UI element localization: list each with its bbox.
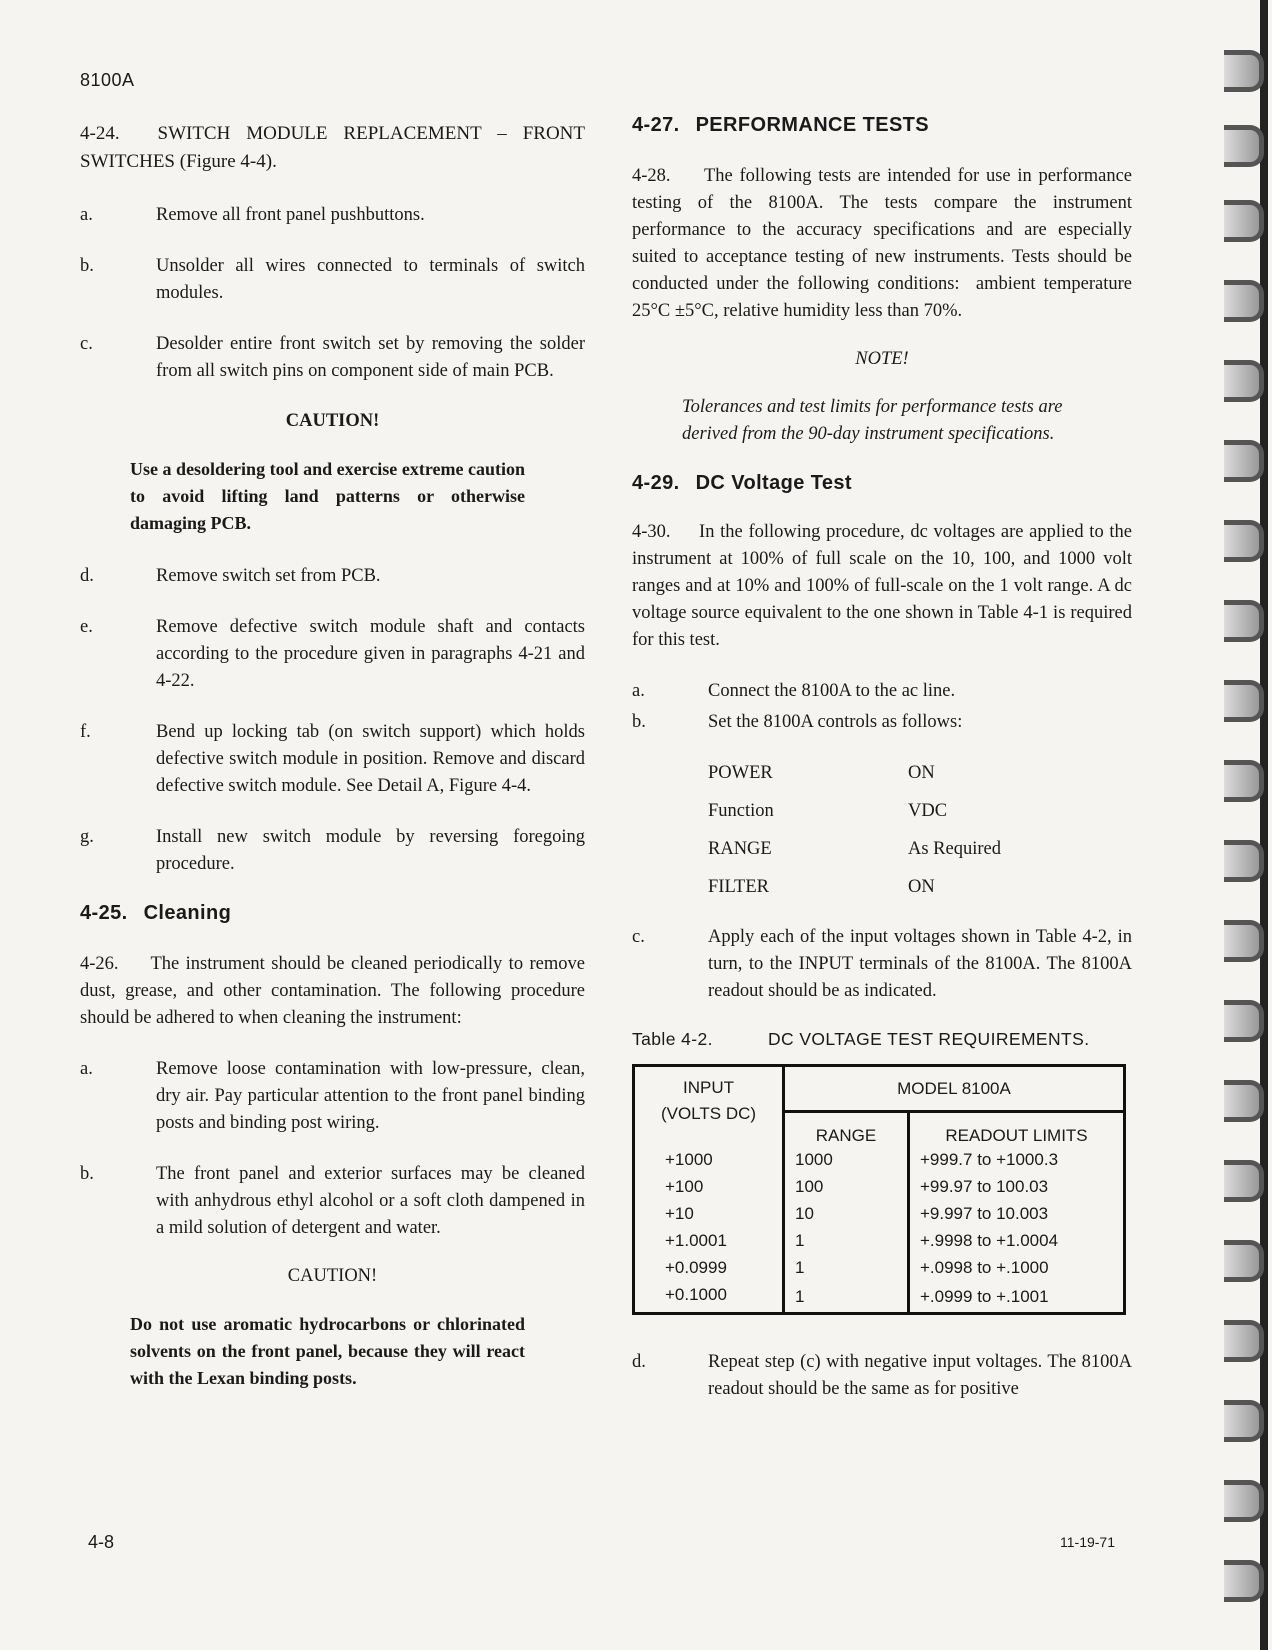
step-letter: d. — [80, 566, 94, 586]
cell-input: +10 — [665, 1203, 694, 1223]
table-caption — [632, 1029, 1132, 1050]
step-letter: b. — [80, 256, 94, 276]
cell-readout: +.0999 to +.1001 — [909, 1281, 1125, 1314]
control-value: VDC — [908, 801, 948, 821]
section-number: 4-27. — [632, 114, 680, 136]
coil-ring — [1224, 1000, 1264, 1042]
control-name: RANGE — [708, 839, 772, 859]
coil-ring — [1224, 760, 1264, 802]
step-list-a-c — [80, 202, 585, 385]
control-value: ON — [908, 763, 935, 783]
list-item — [80, 253, 585, 307]
control-name: FILTER — [708, 877, 769, 897]
coil-ring — [1224, 1160, 1264, 1202]
cleaning-steps — [80, 1056, 585, 1242]
cell-range: 1 — [784, 1254, 909, 1281]
cell-range: 1 — [784, 1281, 909, 1314]
list-item — [80, 719, 585, 800]
list-item — [80, 614, 585, 695]
step-letter: g. — [80, 827, 94, 847]
table-row — [634, 1281, 1125, 1314]
cell-readout: +.0998 to +.1000 — [909, 1254, 1125, 1281]
table-number: Table 4-2. — [632, 1029, 713, 1049]
coil-ring — [1224, 520, 1264, 562]
step-letter: b. — [80, 1164, 94, 1184]
step-letter: d. — [632, 1351, 646, 1372]
table-title: DC VOLTAGE TEST REQUIREMENTS. — [768, 1029, 1090, 1049]
list-item — [632, 709, 1132, 736]
section-number: 4-29. — [632, 472, 680, 494]
coil-ring — [1224, 360, 1264, 402]
step-text: Connect the 8100A to the ac line. — [708, 681, 956, 701]
page-number: 4-8 — [88, 1532, 115, 1552]
cell-range: 1000 — [784, 1146, 909, 1173]
header-input-line2: (VOLTS DC) — [660, 1104, 757, 1123]
step-text: Remove loose contamination with low-pressure, clean, dry air. Pay particular attention to the front panel binding posts and binding post wiring. — [156, 1059, 585, 1133]
list-item — [80, 202, 585, 229]
step-letter: a. — [80, 205, 93, 225]
section-title: Cleaning — [143, 902, 232, 924]
section-4-25-heading — [80, 902, 585, 925]
control-value: ON — [908, 877, 935, 897]
binding-spiral — [1216, 0, 1272, 1650]
cell-readout: +99.97 to 100.03 — [909, 1173, 1125, 1200]
list-item — [632, 924, 1132, 1005]
coil-ring — [1224, 1080, 1264, 1122]
section-title: SWITCH MODULE REPLACEMENT – FRONT SWITCHES (Figure 4-4). — [80, 123, 585, 172]
coil-ring — [1224, 1400, 1264, 1442]
step-text: Apply each of the input voltages shown in Table 4-2, in turn, to the INPUT terminals of the 8100A. The 8100A readout should be as indicated. — [708, 927, 1132, 1001]
step-letter: e. — [80, 617, 93, 637]
step-letter: a. — [632, 681, 645, 701]
table-row — [634, 1227, 1125, 1254]
step-text: Remove defective switch module shaft and contacts according to the procedure given in paragraphs 4-21 and 4-22. — [156, 617, 585, 691]
step-list-d-g — [80, 563, 585, 878]
header-input-line1: INPUT — [683, 1078, 734, 1097]
list-item — [80, 331, 585, 385]
header-input — [634, 1066, 784, 1146]
section-title: DC Voltage Test — [695, 472, 852, 494]
section-number: 4-25. — [80, 902, 128, 924]
table-row — [634, 1146, 1125, 1173]
section-4-24-heading — [80, 120, 585, 176]
step-letter: f. — [80, 722, 91, 742]
dc-voltage-table — [632, 1064, 1126, 1315]
section-number: 4-24. — [80, 123, 120, 144]
list-item — [632, 1349, 1132, 1403]
step-letter: c. — [632, 927, 645, 947]
step-letter: b. — [632, 712, 646, 732]
paragraph-4-28: 4-28. The following tests are intended for use in performance testing of the 8100A. The tests compare the instrument performance to the accuracy specifications and are especially suited to acceptance testing of new instruments. Tests should be conducted under the following conditions: ambient temperature 25°C ±5°C, relative humidity less than 70%. — [632, 166, 1137, 321]
cell-range: 100 — [784, 1173, 909, 1200]
step-text: Set the 8100A controls as follows: — [708, 712, 963, 732]
cell-input: +1.0001 — [665, 1230, 727, 1250]
coil-ring — [1224, 50, 1264, 92]
coil-ring — [1224, 840, 1264, 882]
header-readout: READOUT LIMITS — [909, 1112, 1125, 1146]
coil-ring — [1224, 125, 1264, 167]
controls-list — [632, 760, 1132, 900]
section-title: PERFORMANCE TESTS — [695, 114, 930, 136]
model-header: 8100A — [80, 70, 135, 90]
control-value: As Required — [908, 839, 1001, 859]
table-row — [634, 1200, 1125, 1227]
cell-range: 1 — [784, 1227, 909, 1254]
control-name: Function — [708, 801, 774, 821]
binding-edge — [1260, 0, 1268, 1650]
step-letter: a. — [80, 1059, 93, 1079]
table-row — [634, 1173, 1125, 1200]
cell-range: 10 — [784, 1200, 909, 1227]
coil-ring — [1224, 600, 1264, 642]
cell-readout: +.9998 to +1.0004 — [909, 1227, 1125, 1254]
coil-ring — [1224, 440, 1264, 482]
list-item — [80, 824, 585, 878]
caution-heading: CAUTION! — [287, 1266, 378, 1286]
paragraph-4-30: 4-30. In the following procedure, dc voltages are applied to the instrument at 100% of full scale on the 10, 100, and 1000 volt ranges and at 10% and 100% of full-scale on the 1 volt range. A dc voltage source equivalent to the one shown in Table 4-1 is required for this test. — [632, 522, 1137, 650]
header-model: MODEL 8100A — [784, 1066, 1125, 1112]
coil-ring — [1224, 1240, 1264, 1282]
cell-input: +0.0999 — [665, 1257, 727, 1277]
section-4-27-heading — [632, 114, 1132, 137]
note-heading: NOTE! — [855, 349, 909, 369]
step-text: Remove all front panel pushbuttons. — [156, 205, 425, 225]
note-text: Tolerances and test limits for performance tests are derived from the 90-day instrument specifications. — [682, 397, 1063, 444]
caution-heading: CAUTION! — [285, 411, 380, 431]
header-range: RANGE — [784, 1112, 909, 1146]
paragraph-4-26: 4-26. The instrument should be cleaned periodically to remove dust, grease, and other contamination. The following procedure should be adhered to when cleaning the instrument: — [80, 954, 590, 1028]
right-column — [632, 114, 1137, 1403]
step-text: Install new switch module by reversing foregoing procedure. — [156, 827, 585, 874]
step-letter: c. — [80, 334, 93, 354]
table-row — [634, 1254, 1125, 1281]
coil-ring — [1224, 920, 1264, 962]
cell-input: +1000 — [665, 1149, 713, 1169]
cell-input: +100 — [665, 1176, 704, 1196]
list-item — [80, 563, 585, 590]
coil-ring — [1224, 1560, 1264, 1602]
step-text: Remove switch set from PCB. — [156, 566, 381, 586]
left-column — [80, 120, 590, 1392]
coil-ring — [1224, 1480, 1264, 1522]
caution-text: Do not use aromatic hydrocarbons or chlorinated solvents on the front panel, because they will react with the Lexan binding posts. — [130, 1314, 525, 1388]
step-text: Desolder entire front switch set by removing the solder from all switch pins on component side of main PCB. — [156, 334, 585, 381]
caution-text: Use a desoldering tool and exercise extreme caution to avoid lifting land patterns or otherwise damaging PCB. — [130, 459, 525, 533]
step-text: Bend up locking tab (on switch support) which holds defective switch module in position. Remove and discard defective switch module. See Detail A, Figure 4-4. — [156, 722, 585, 796]
step-text: Unsolder all wires connected to terminals of switch modules. — [156, 256, 585, 303]
section-4-29-heading — [632, 472, 1132, 495]
step-text: Repeat step (c) with negative input voltages. The 8100A readout should be the same as for positive — [708, 1351, 1132, 1399]
coil-ring — [1224, 280, 1264, 322]
list-item — [80, 1161, 585, 1242]
cell-readout: +9.997 to 10.003 — [909, 1200, 1125, 1227]
list-item — [80, 1056, 585, 1137]
coil-ring — [1224, 1320, 1264, 1362]
coil-ring — [1224, 680, 1264, 722]
control-name: POWER — [708, 763, 773, 783]
revision-date: 11-19-71 — [1060, 1534, 1116, 1550]
step-text: The front panel and exterior surfaces may be cleaned with anhydrous ethyl alcohol or a soft cloth dampened in a mild solution of detergent and water. — [156, 1164, 585, 1238]
list-item — [632, 678, 1132, 705]
coil-ring — [1224, 200, 1264, 242]
cell-readout: +999.7 to +1000.3 — [909, 1146, 1125, 1173]
cell-input: +0.1000 — [665, 1284, 727, 1304]
